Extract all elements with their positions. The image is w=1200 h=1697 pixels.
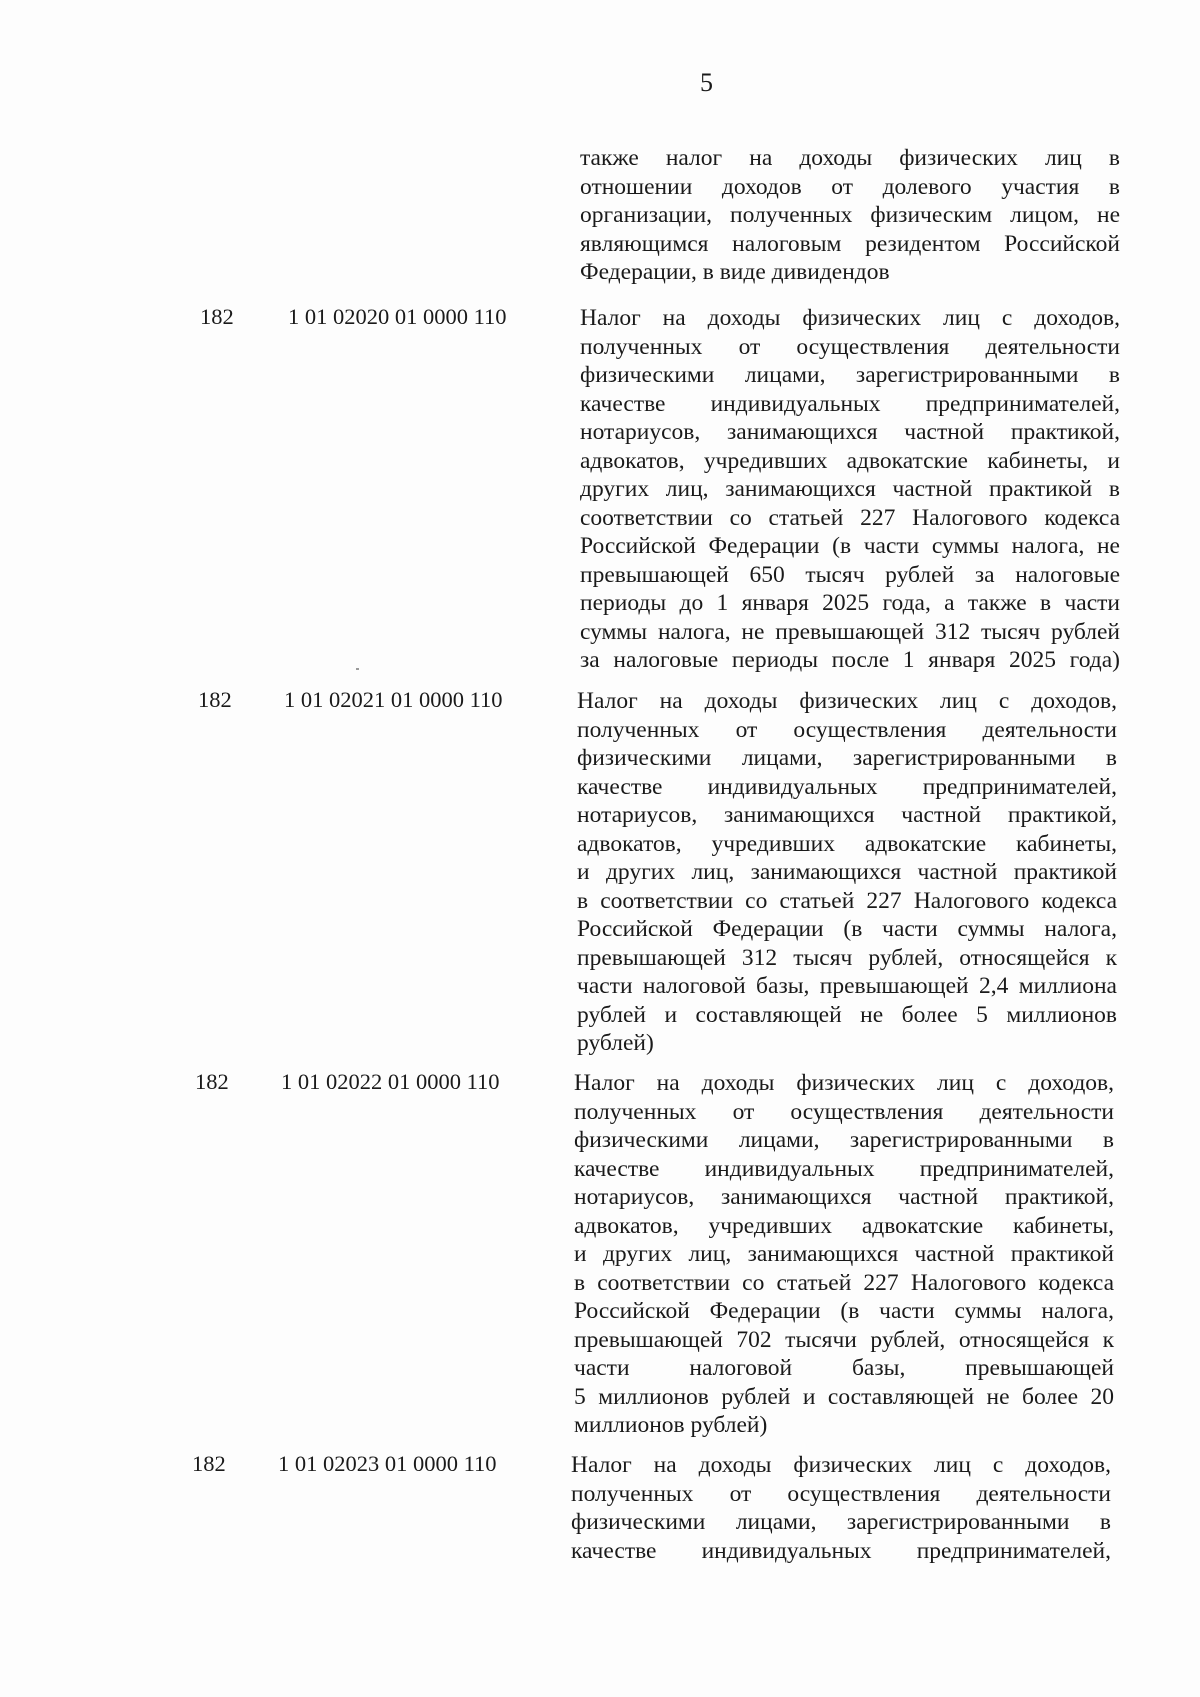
description-line: превышающей 312 тысяч рублей, относящейся к (577, 944, 1117, 971)
description-line: полученных от осуществления деятельности (574, 1098, 1114, 1125)
description-line: соответствии со статьей 227 Налогового кодекса (580, 504, 1120, 531)
description-line: Российской Федерации (в части суммы налога, не (580, 533, 1120, 559)
description-line: адвокатов, учредивших адвокатские кабинеты, (577, 830, 1117, 857)
description-line: нотариусов, занимающихся частной практикой, (574, 1184, 1114, 1210)
description-line: периоды до 1 января 2025 года, а также в части (580, 590, 1120, 616)
row-description (580, 304, 1120, 675)
row-description (571, 1451, 1111, 1565)
description-line: в соответствии со статьей 227 Налогового кодекса (574, 1269, 1114, 1296)
description-line: полученных от осуществления деятельности (580, 333, 1120, 360)
description-line: качестве индивидуальных предпринимателей, (574, 1155, 1114, 1182)
description-line: Российской Федерации (в части суммы налога, (574, 1298, 1114, 1324)
description-line: Федерации, в виде дивидендов (580, 259, 890, 285)
description-line: Российской Федерации (в части суммы налога, (577, 916, 1117, 942)
scan-speck (356, 668, 359, 670)
kbk-code: 1 01 02022 01 0000 110 (281, 1069, 500, 1094)
description-line: за налоговые периоды после 1 января 2025 года) (580, 647, 1120, 673)
description-line: других лиц, занимающихся частной практикой в (580, 476, 1120, 502)
admin-code: 182 (198, 687, 232, 712)
description-line: Налог на доходы физических лиц с доходов, (574, 1070, 1114, 1096)
description-line: отношении доходов от долевого участия в (580, 173, 1120, 200)
kbk-code: 1 01 02021 01 0000 110 (284, 687, 503, 712)
description-line: физическими лицами, зарегистрированными в (571, 1509, 1111, 1535)
description-line: также налог на доходы физических лиц в (580, 145, 1120, 171)
description-line: части налоговой базы, превышающей 2,4 миллиона (577, 973, 1117, 999)
description-line: суммы налога, не превышающей 312 тысяч рублей (580, 618, 1120, 645)
description-line: физическими лицами, зарегистрированными в (574, 1127, 1114, 1153)
description-line: физическими лицами, зарегистрированными в (577, 745, 1117, 771)
description-line: полученных от осуществления деятельности (571, 1480, 1111, 1507)
description-line: организации, полученных физическим лицом, не (580, 202, 1120, 228)
description-line: качестве индивидуальных предпринимателей, (580, 390, 1120, 417)
description-line: части налоговой базы, превышающей (574, 1355, 1114, 1381)
description-line: миллионов рублей) (574, 1412, 768, 1438)
description-line: 5 миллионов рублей и составляющей не более 20 (574, 1383, 1114, 1410)
description-line: и других лиц, занимающихся частной практикой (574, 1241, 1114, 1267)
description-line: нотариусов, занимающихся частной практикой, (580, 419, 1120, 445)
description-line: качестве индивидуальных предпринимателей, (577, 773, 1117, 800)
description-line: рублей и составляющей не более 5 миллионов (577, 1001, 1117, 1028)
admin-code: 182 (195, 1069, 229, 1094)
description-line: Налог на доходы физических лиц с доходов, (580, 305, 1120, 331)
kbk-code: 1 01 02020 01 0000 110 (288, 304, 507, 329)
description-line: являющимся налоговым резидентом Российской (580, 230, 1120, 257)
description-line: в соответствии со статьей 227 Налогового кодекса (577, 887, 1117, 914)
kbk-code: 1 01 02023 01 0000 110 (278, 1451, 497, 1476)
row-description (574, 1069, 1114, 1440)
admin-code: 182 (192, 1451, 226, 1476)
description-line: рублей) (577, 1030, 654, 1056)
description-line: физическими лицами, зарегистрированными в (580, 362, 1120, 388)
description-line: качестве индивидуальных предпринимателей, (571, 1537, 1111, 1564)
row-description (577, 687, 1117, 1058)
description-line: превышающей 650 тысяч рублей за налоговые (580, 561, 1120, 588)
admin-code: 182 (200, 304, 234, 329)
continued-description (580, 144, 1120, 287)
description-line: полученных от осуществления деятельности (577, 716, 1117, 743)
description-line: Налог на доходы физических лиц с доходов, (577, 688, 1117, 714)
page-number: 5 (700, 68, 713, 97)
description-line: адвокатов, учредивших адвокатские кабинеты, и (580, 447, 1120, 474)
description-line: Налог на доходы физических лиц с доходов, (571, 1452, 1111, 1478)
description-line: нотариусов, занимающихся частной практикой, (577, 802, 1117, 828)
description-line: и других лиц, занимающихся частной практикой (577, 859, 1117, 885)
description-line: превышающей 702 тысячи рублей, относящейся к (574, 1326, 1114, 1353)
description-line: адвокатов, учредивших адвокатские кабинеты, (574, 1212, 1114, 1239)
